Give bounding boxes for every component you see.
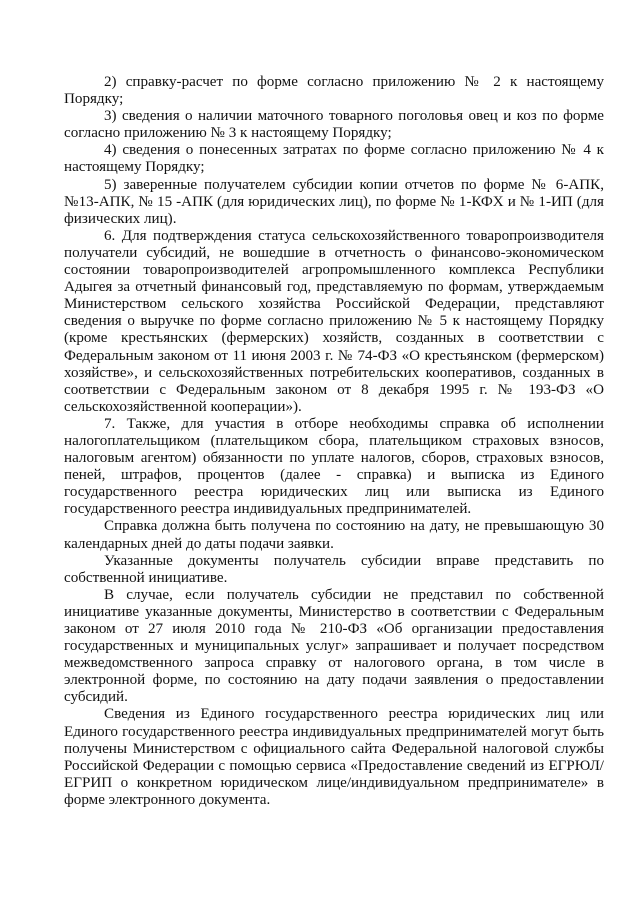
paragraph-clause-6: 6. Для подтверждения статуса сельскохозяйственного товаропроизводителя получатели субсидий, не вошедшие в отчетность о финансово-экономическом состоянии товаропроизводителей агропромышленного комплекса Республики Адыгея за отчетный финансовый год, представляемую по формам, утверждаемым Министерством сельского хозяйства Российской Федерации, представляют сведения о выручке по форме согласно приложению № 5 к настоящему Порядку (кроме крестьянских (фермерских) хозяйств, созданных в соответствии с Федеральным законом от 11 июня 2003 г. № 74-ФЗ «О крестьянском (фермерском) хозяйстве», и сельскохозяйственных потребительских кооперативов, созданных в соответствии с Федеральным законом от 8 декабря 1995 г. № 193-ФЗ «О сельскохозяйственной кооперации»). (64, 227, 604, 415)
paragraph-egrul-egrip: Сведения из Единого государственного реестра юридических лиц или Единого государственного реестра индивидуальных предпринимателей могут быть получены Министерством с официального сайта Федеральной налоговой службы Российской Федерации с помощью сервиса «Предоставление сведений из ЕГРЮЛ/ЕГРИП о конкретном юридическом лице/индивидуальном предпринимателе» в форме электронного документа. (64, 706, 604, 808)
document-page (64, 74, 604, 809)
paragraph-own-initiative: Указанные документы получатель субсидии вправе представить по собственной инициативе. (64, 552, 604, 586)
paragraph-item-4: 4) сведения о понесенных затратах по форме согласно приложению № 4 к настоящему Порядку; (64, 142, 604, 176)
paragraph-interagency-request: В случае, если получатель субсидии не представил по собственной инициативе указанные документы, Министерство в соответствии с Федеральным законом от 27 июля 2010 года № 210-ФЗ «Об организации предоставления государственных и муниципальных услуг» запрашивает и получает посредством межведомственного запроса справку от налогового органа, в том числе в электронной форме, по состоянию на дату подачи заявления о предоставлении субсидий. (64, 586, 604, 706)
paragraph-certificate-validity: Справка должна быть получена по состоянию на дату, не превышающую 30 календарных дней до даты подачи заявки. (64, 518, 604, 552)
paragraph-item-3: 3) сведения о наличии маточного товарного поголовья овец и коз по форме согласно приложению № 3 к настоящему Порядку; (64, 108, 604, 142)
paragraph-item-5: 5) заверенные получателем субсидии копии отчетов по форме № 6-АПК, №13-АПК, № 15 -АПК (для юридических лиц), по форме № 1-КФХ и № 1-ИП (для физических лиц). (64, 176, 604, 227)
paragraph-clause-7: 7. Также, для участия в отборе необходимы справка об исполнении налогоплательщиком (плательщиком сбора, плательщиком страховых взносов, налоговым агентом) обязанности по уплате налогов, сборов, страховых взносов, пеней, штрафов, процентов (далее - справка) и выписка из Единого государственного реестра юридических лиц или выписка из Единого государственного реестра индивидуальных предпринимателей. (64, 415, 604, 518)
paragraph-item-2: 2) справку-расчет по форме согласно приложению № 2 к настоящему Порядку; (64, 74, 604, 108)
